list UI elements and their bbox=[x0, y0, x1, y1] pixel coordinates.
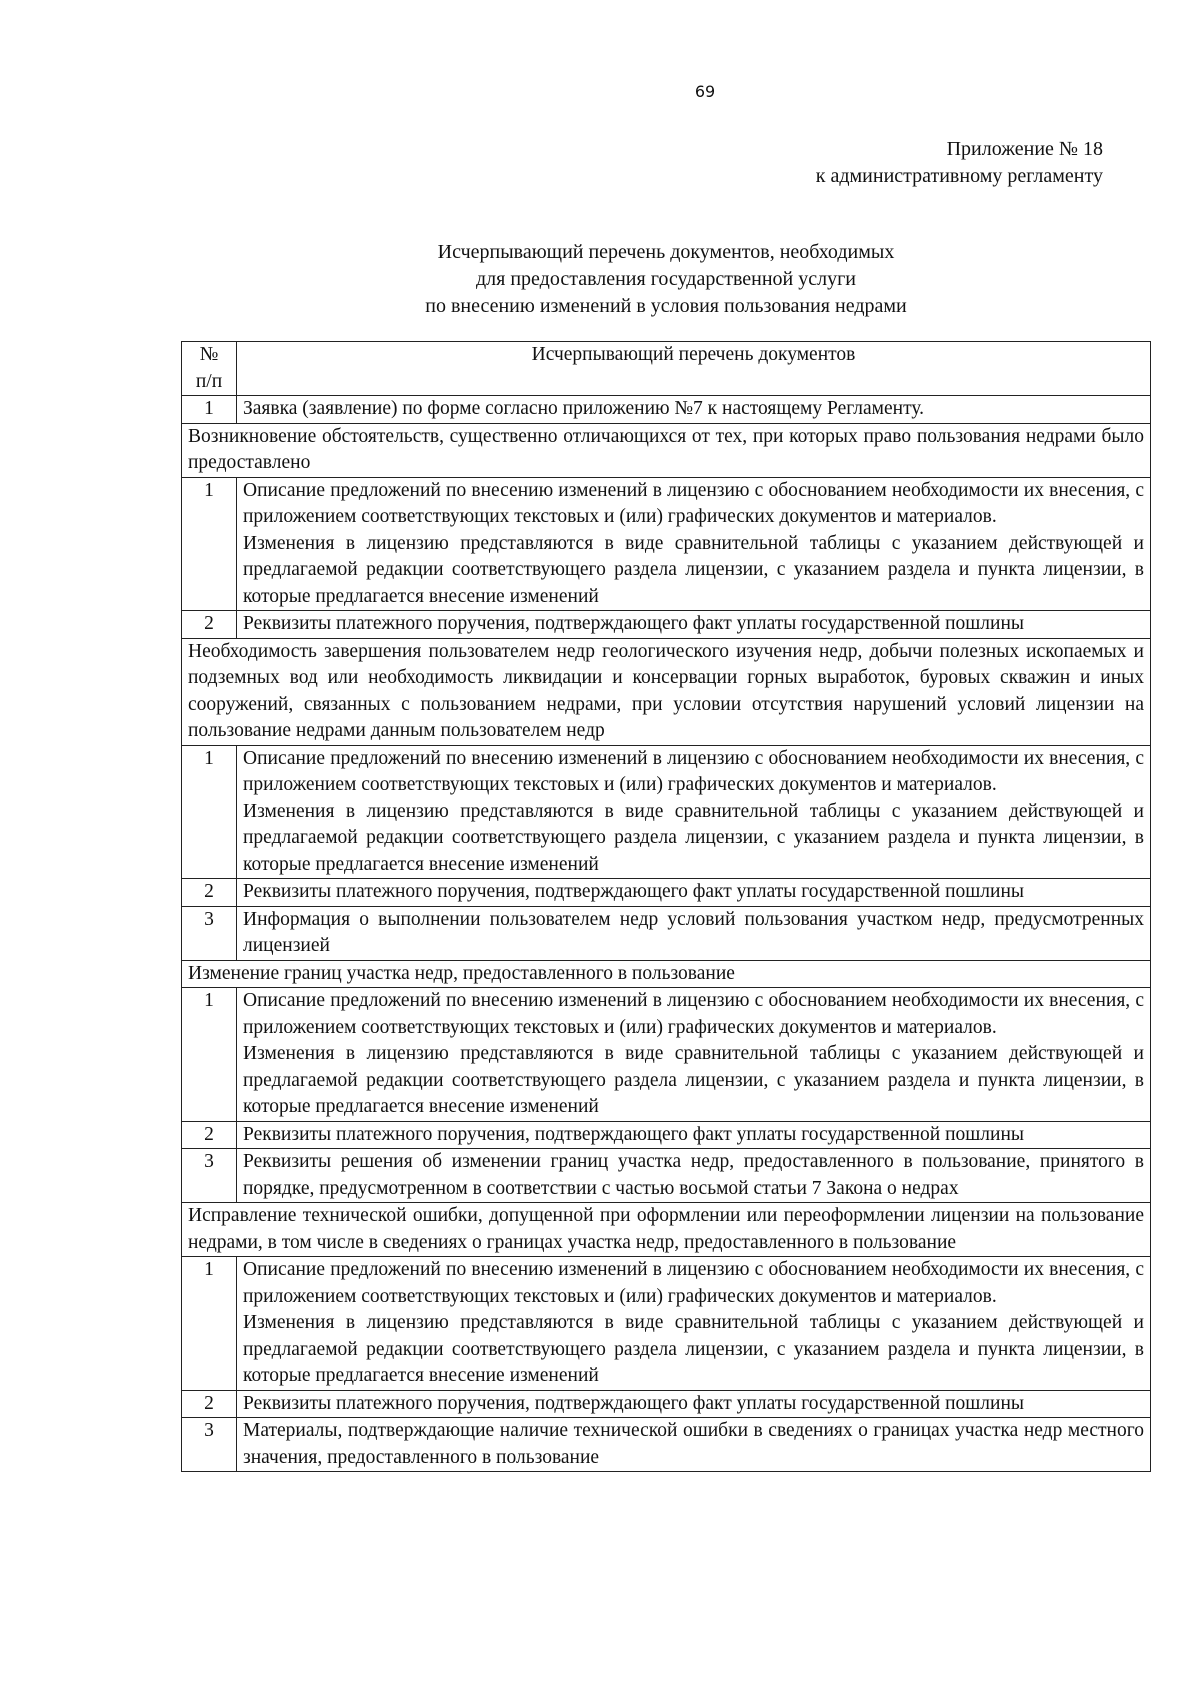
row-text bbox=[237, 1121, 1151, 1149]
row-number: 1 bbox=[182, 477, 237, 611]
row-number: 2 bbox=[182, 1390, 237, 1418]
row-paragraph: Описание предложений по внесению изменений в лицензию с обоснованием необходимости их внесения, с приложением соответствующих текстовых и (или) графических документов и материалов. bbox=[243, 747, 1144, 795]
table-row bbox=[182, 1418, 1151, 1472]
row-text bbox=[237, 879, 1151, 907]
row-text bbox=[237, 1390, 1151, 1418]
header-number-line-1: № bbox=[199, 344, 219, 365]
row-paragraph: Изменения в лицензию представляются в виде сравнительной таблицы с указанием действующей и предлагаемой редакции соответствующего раздела лицензии, с указанием раздела и пункта лицензии, в которые предлагается внесение изменений bbox=[243, 1312, 1144, 1386]
row-paragraph: Реквизиты платежного поручения, подтверждающего факт уплаты государственной пошлины bbox=[243, 613, 1024, 634]
row-paragraph: Материалы, подтверждающие наличие технической ошибки в сведениях о границах участка недр местного значения, предоставленного в пользование bbox=[243, 1420, 1144, 1468]
row-paragraph: Изменения в лицензию представляются в виде сравнительной таблицы с указанием действующей и предлагаемой редакции соответствующего раздела лицензии, с указанием раздела и пункта лицензии, в которые предлагается внесение изменений bbox=[243, 1043, 1144, 1117]
row-text: Заявка (заявление) по форме согласно приложению №7 к настоящему Регламенту. bbox=[237, 396, 1151, 424]
row-text bbox=[237, 1418, 1151, 1472]
row-number: 3 bbox=[182, 1149, 237, 1203]
table-header-row bbox=[182, 342, 1151, 396]
row-paragraph: Изменения в лицензию представляются в виде сравнительной таблицы с указанием действующей и предлагаемой редакции соответствующего раздела лицензии, с указанием раздела и пункта лицензии, в которые предлагается внесение изменений bbox=[243, 800, 1144, 875]
page-number: 69 bbox=[694, 82, 716, 101]
table-row bbox=[182, 988, 1151, 1122]
row-text bbox=[237, 477, 1151, 611]
row-paragraph: Описание предложений по внесению изменений в лицензию с обоснованием необходимости их внесения, с приложением соответствующих текстовых и (или) графических документов и материалов. bbox=[243, 479, 1144, 527]
table-row bbox=[182, 879, 1151, 907]
table-row bbox=[182, 906, 1151, 960]
row-number: 1 bbox=[182, 1257, 237, 1391]
title-line-3: по внесению изменений в условия пользования недрами bbox=[425, 295, 907, 317]
row-text bbox=[237, 1149, 1151, 1203]
row-number: 1 bbox=[182, 988, 237, 1122]
table-row bbox=[182, 745, 1151, 879]
row-paragraph: Информация о выполнении пользователем недр условий пользования участком недр, предусмотренных лицензией bbox=[243, 908, 1144, 956]
appendix-line-2: к административному регламенту bbox=[815, 165, 1103, 187]
header-documents-cell: Исчерпывающий перечень документов bbox=[237, 342, 1151, 396]
documents-table bbox=[181, 341, 1151, 1472]
row-text bbox=[237, 611, 1151, 639]
section-row bbox=[182, 423, 1151, 477]
section-row bbox=[182, 638, 1151, 745]
appendix-reference bbox=[816, 136, 1103, 190]
documents-table-body bbox=[182, 342, 1151, 1472]
table-row bbox=[182, 1121, 1151, 1149]
table-row bbox=[182, 611, 1151, 639]
header-number-cell bbox=[182, 342, 237, 396]
header-number-line-2: п/п bbox=[195, 370, 223, 392]
section-title: Необходимость завершения пользователем недр геологического изучения недр, добычи полезных ископаемых и подземных вод или необходимость ликвидации и консервации горных выработок, буровых скважин и иных сооружений, связанных с пользованием недрами, при условии отсутствия нарушений условий лицензии на пользование недрами данным пользователем недр bbox=[182, 638, 1151, 745]
appendix-line-1: Приложение № 18 bbox=[946, 138, 1103, 160]
row-number: 2 bbox=[182, 879, 237, 907]
row-number: 1 bbox=[182, 396, 237, 424]
row-number: 2 bbox=[182, 1121, 237, 1149]
section-title: Исправление технической ошибки, допущенной при оформлении или переоформлении лицензии на пользование недрами, в том числе в сведениях о границах участка недр, предоставленного в пользование bbox=[182, 1203, 1151, 1257]
row-paragraph: Реквизиты платежного поручения, подтверждающего факт уплаты государственной пошлины bbox=[243, 1123, 1024, 1145]
row-paragraph: Реквизиты решения об изменении границ участка недр, предоставленного в пользование, принятого в порядке, предусмотренном в соответствии с частью восьмой статьи 7 Закона о недрах bbox=[243, 1151, 1144, 1199]
section-row bbox=[182, 1203, 1151, 1257]
row-number: 1 bbox=[182, 745, 237, 879]
row-paragraph: Реквизиты платежного поручения, подтверждающего факт уплаты государственной пошлины bbox=[243, 881, 1024, 902]
row-number: 3 bbox=[182, 906, 237, 960]
row-text bbox=[237, 988, 1151, 1122]
table-row bbox=[182, 1149, 1151, 1203]
row-paragraph: Описание предложений по внесению изменений в лицензию с обоснованием необходимости их внесения, с приложением соответствующих текстовых и (или) графических документов и материалов. bbox=[243, 990, 1144, 1038]
row-paragraph: Описание предложений по внесению изменений в лицензию с обоснованием необходимости их внесения, с приложением соответствующих текстовых и (или) графических документов и материалов. bbox=[243, 1259, 1144, 1307]
row-number: 3 bbox=[182, 1418, 237, 1472]
row-paragraph: Реквизиты платежного поручения, подтверждающего факт уплаты государственной пошлины bbox=[243, 1392, 1024, 1414]
section-title: Возникновение обстоятельств, существенно отличающихся от тех, при которых право пользования недрами было предоставлено bbox=[182, 423, 1151, 477]
row-text bbox=[237, 1257, 1151, 1391]
section-title: Изменение границ участка недр, предоставленного в пользование bbox=[182, 960, 1151, 988]
title-line-1: Исчерпывающий перечень документов, необходимых bbox=[437, 241, 895, 263]
section-row bbox=[182, 960, 1151, 988]
table-row bbox=[182, 477, 1151, 611]
row-text bbox=[237, 906, 1151, 960]
table-row bbox=[182, 1390, 1151, 1418]
document-title bbox=[181, 239, 1151, 320]
row-text bbox=[237, 745, 1151, 879]
table-row bbox=[182, 1257, 1151, 1391]
row-number: 2 bbox=[182, 611, 237, 639]
table-row bbox=[182, 396, 1151, 424]
row-paragraph: Изменения в лицензию представляются в виде сравнительной таблицы с указанием действующей и предлагаемой редакции соответствующего раздела лицензии, с указанием раздела и пункта лицензии, в которые предлагается внесение изменений bbox=[243, 532, 1144, 607]
title-line-2: для предоставления государственной услуги bbox=[475, 268, 857, 290]
